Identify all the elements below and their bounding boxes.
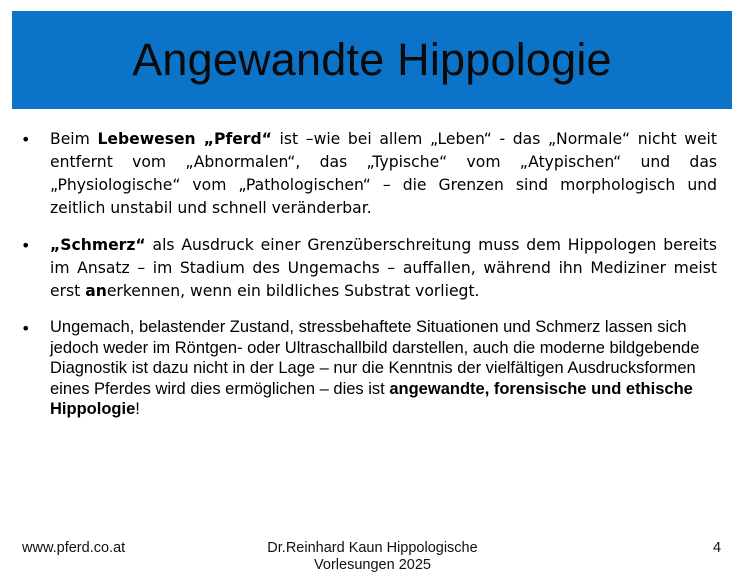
bullet-marker: • — [21, 236, 31, 255]
bullet-text-1: Beim Lebewesen „Pferd“ ist –wie bei allem „Leben“ - das „Normale“ nicht weit entfernt vom „Abnormalen“, das „Typische“ vom „Atypischen“ und das „Physiologische“ vom „Pathologischen“ – die Grenzen sind morphologisch und zeitlich unstabil und schnell veränderbar. — [50, 130, 717, 217]
page-number: 4 — [713, 540, 722, 556]
title-bar — [12, 11, 732, 109]
bullet-item-3 — [17, 317, 717, 420]
bullet-text-3: Ungemach, belastender Zustand, stressbehaftete Situationen und Schmerz lassen sich jedoch weder im Röntgen- oder Ultraschallbild darstellen, auch die moderne bildgebende Diagnostik ist dazu nicht in der Lage – nur die Kenntnis der vielfältigen Ausdrucksformen eines Pferdes wird dies ermöglichen – dies ist angewandte, forensische und ethische Hippologie! — [50, 318, 700, 418]
bullet-item-2 — [17, 234, 717, 303]
footer-author: Dr.Reinhard Kaun Hippologische Vorlesungen 2025 — [267, 540, 478, 573]
bullet-text-2: „Schmerz“ als Ausdruck einer Grenzüberschreitung muss dem Hippologen bereits im Ansatz – im Stadium des Ungemachs – auffallen, während ihn Mediziner meist erst anerkennen, wenn ein bildliches Substrat vorliegt. — [50, 236, 717, 300]
footer-website: www.pferd.co.at — [22, 540, 126, 556]
bullet-marker: • — [21, 319, 31, 338]
slide-title: Angewandte Hippologie — [132, 34, 612, 85]
bullet-list — [17, 128, 717, 434]
bullet-marker: • — [21, 130, 31, 149]
bullet-item-1 — [17, 128, 717, 220]
